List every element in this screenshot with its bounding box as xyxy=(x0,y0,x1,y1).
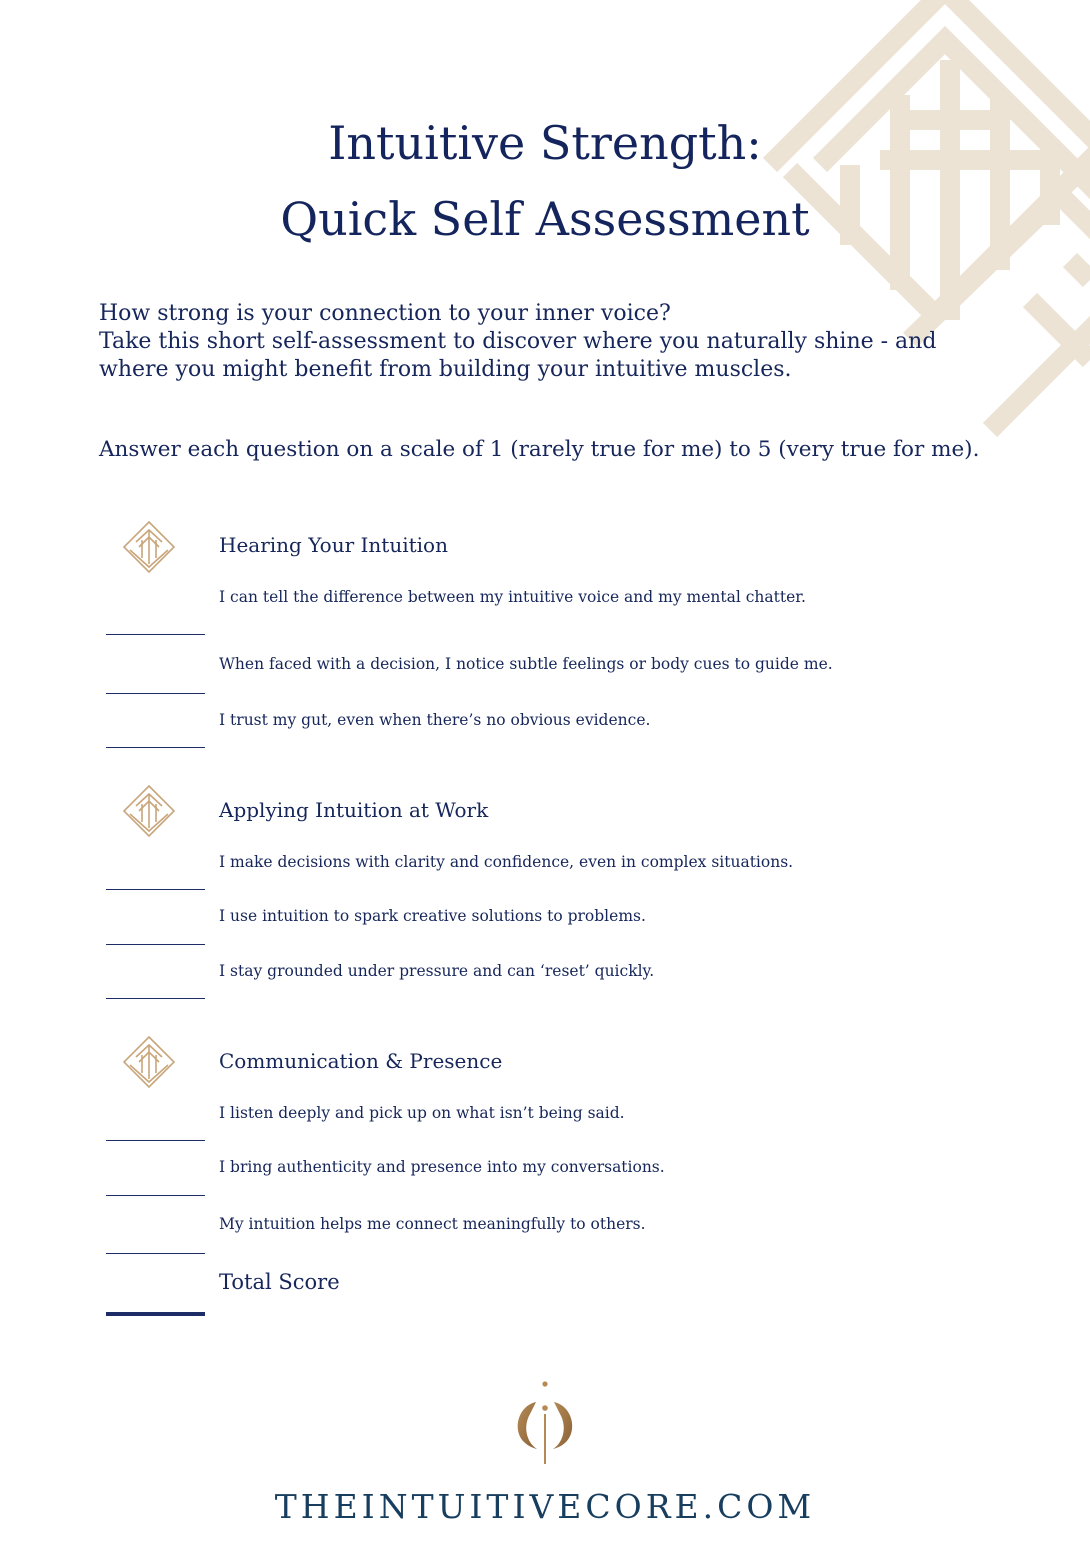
intro-text xyxy=(99,300,999,384)
score-field-7[interactable] xyxy=(106,1140,205,1141)
page-title-line2: Quick Self Assessment xyxy=(280,192,810,246)
instructions-text: Answer each question on a scale of 1 (rarely true for me) to 5 (very true for me). xyxy=(99,437,980,462)
question-3: I trust my gut, even when there’s no obvious evidence. xyxy=(219,711,651,729)
question-9: My intuition helps me connect meaningfully to others. xyxy=(219,1215,646,1233)
score-field-8[interactable] xyxy=(106,1195,205,1196)
section-title-communication: Communication & Presence xyxy=(219,1049,503,1073)
total-score-field[interactable] xyxy=(106,1312,205,1316)
question-6: I stay grounded under pressure and can ‘reset’ quickly. xyxy=(219,962,655,980)
question-7: I listen deeply and pick up on what isn’t being said. xyxy=(219,1104,625,1122)
section-title-work: Applying Intuition at Work xyxy=(219,798,489,822)
question-4: I make decisions with clarity and confidence, even in complex situations. xyxy=(219,853,794,871)
question-5: I use intuition to spark creative solutions to problems. xyxy=(219,907,646,925)
section-title-hearing: Hearing Your Intuition xyxy=(219,533,448,557)
question-1: I can tell the difference between my intuitive voice and my mental chatter. xyxy=(219,588,806,606)
page-title-line1: Intuitive Strength: xyxy=(328,116,762,170)
intro-question: How strong is your connection to your inner voice? xyxy=(99,301,671,326)
diamond-tree-icon xyxy=(122,784,176,838)
total-score-label: Total Score xyxy=(219,1270,340,1294)
intuitive-core-logo-icon xyxy=(506,1380,584,1466)
diamond-tree-icon xyxy=(122,520,176,574)
score-field-6[interactable] xyxy=(106,998,205,999)
score-field-1[interactable] xyxy=(106,634,205,635)
intro-description: Take this short self-assessment to discover where you naturally shine - and where you might benefit from building your intuitive muscles. xyxy=(99,329,937,382)
score-field-9[interactable] xyxy=(106,1253,205,1254)
website-url[interactable]: THEINTUITIVECORE.COM xyxy=(274,1487,816,1526)
score-field-5[interactable] xyxy=(106,944,205,945)
score-field-4[interactable] xyxy=(106,889,205,890)
score-field-2[interactable] xyxy=(106,693,205,694)
score-field-3[interactable] xyxy=(106,747,205,748)
question-8: I bring authenticity and presence into my conversations. xyxy=(219,1158,665,1176)
question-2: When faced with a decision, I notice subtle feelings or body cues to guide me. xyxy=(219,655,833,673)
diamond-tree-icon xyxy=(122,1035,176,1089)
